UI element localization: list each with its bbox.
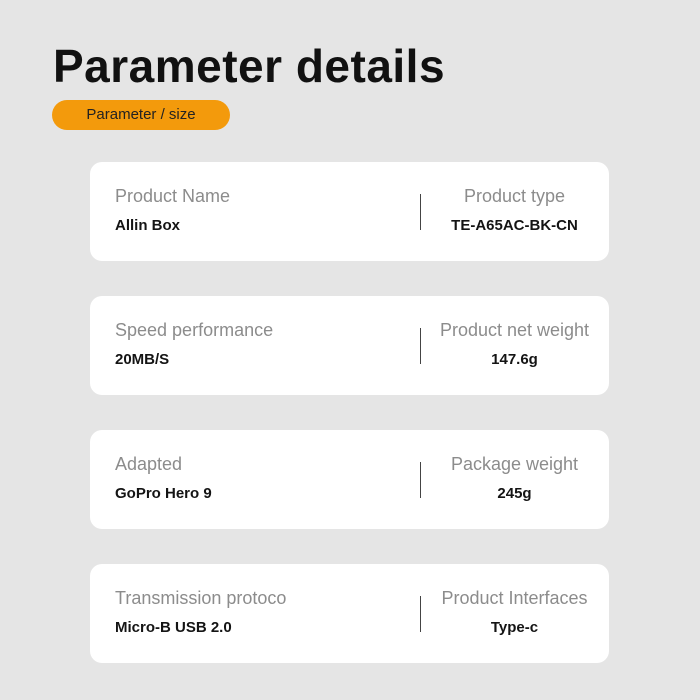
spec-value: 245g xyxy=(497,485,532,502)
divider xyxy=(420,596,421,632)
spec-value: GoPro Hero 9 xyxy=(115,485,212,502)
page-title: Parameter details xyxy=(53,40,446,92)
spec-label: Speed performance xyxy=(115,320,274,340)
spec-value: 147.6g xyxy=(491,351,538,368)
divider xyxy=(420,462,421,498)
spec-label: Adapted xyxy=(115,454,183,474)
spec-label: Product Name xyxy=(115,186,231,206)
spec-label: Product Interfaces xyxy=(441,588,588,608)
divider xyxy=(420,328,421,364)
spec-card-interface xyxy=(90,564,609,663)
spec-card-product xyxy=(90,162,609,261)
spec-label: Product type xyxy=(463,186,566,206)
section-badge: Parameter / size xyxy=(52,100,230,130)
spec-value: Micro-B USB 2.0 xyxy=(115,619,232,636)
spec-card-performance xyxy=(90,296,609,395)
spec-value: 20MB/S xyxy=(115,351,170,368)
spec-value: Allin Box xyxy=(115,217,181,234)
divider xyxy=(420,194,421,230)
spec-label: Package weight xyxy=(450,454,579,474)
spec-card-adapted xyxy=(90,430,609,529)
spec-label: Transmission protoco xyxy=(115,588,287,608)
spec-value: Type-c xyxy=(490,619,539,636)
spec-value: TE-A65AC-BK-CN xyxy=(451,217,578,234)
spec-label: Product net weight xyxy=(439,320,590,340)
